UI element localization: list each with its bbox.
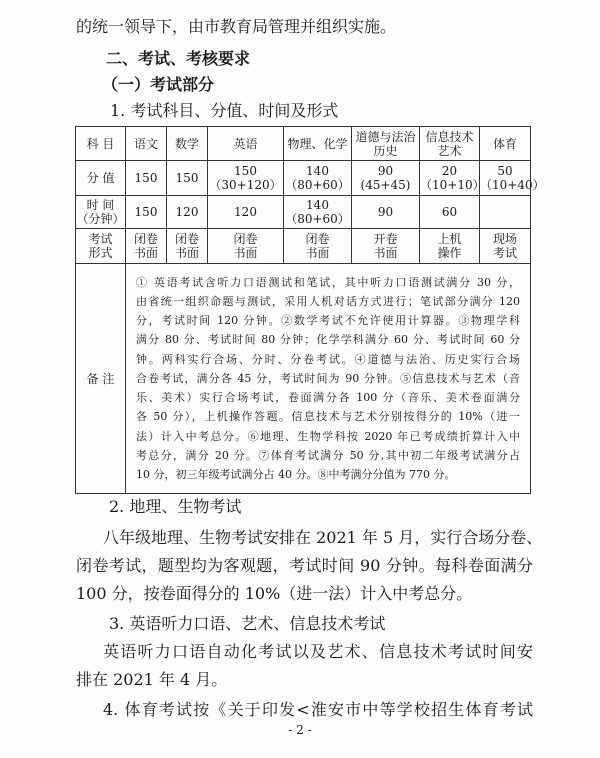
header-cell: 体育 [480, 127, 531, 161]
row-times [76, 196, 531, 229]
form-cell: 闭卷 书面 [208, 229, 284, 264]
form-cell: 闭卷 书面 [284, 229, 352, 264]
row-label: 分 值 [76, 161, 126, 196]
heading-english-art-it: 3. 英语听力口语、艺术、信息技术考试 [109, 614, 386, 633]
continued-paragraph: 的统一领导下，由市教育局管理并组织实施。 [76, 17, 397, 36]
note-line: 法）计入中考总分。⑥地理、生物学科按 2020 年已考成绩折算计入中 [136, 429, 520, 443]
notes-cell [126, 264, 531, 494]
header-line: 艺术 [437, 143, 462, 158]
form-cell: 现场 考试 [480, 229, 531, 264]
score-cell: 50 （10+40） [480, 161, 531, 196]
form-cell: 开卷 书面 [352, 229, 420, 264]
time-cell: 60 [420, 196, 480, 229]
row-label: 备 注 [76, 264, 126, 494]
paragraph-line: 排在 2021 年 4 月。 [76, 670, 228, 689]
note-line: 考总分，满分 20 分。⑦体育考试满分 50 分,其中初二年级考试满分占 [136, 448, 520, 462]
header-cell: 科 目 [76, 127, 126, 161]
score-cell: 140 （80+60） [284, 161, 352, 196]
paragraph-line: 英语听力口语自动化考试以及艺术、信息技术考试时间安 [103, 642, 533, 661]
score-cell: 150 [167, 161, 208, 196]
row-notes [76, 264, 531, 494]
heading-geo-bio: 2. 地理、生物考试 [109, 497, 242, 516]
paragraph-line: 4. 体育考试按《关于印发<淮安市中等学校招生体育考试 [103, 700, 533, 719]
note-line: 乐、美术）实行合场考试，卷面满分各 100 分（音乐、美术卷面满分 [136, 391, 520, 405]
page-number: - 2 - [288, 723, 312, 737]
form-cell: 闭卷 书面 [126, 229, 167, 264]
header-cell: 语文 [126, 127, 167, 161]
score-cell: 20 （10+10） [420, 161, 480, 196]
note-line: 合卷考试，满分各 45 分，考试时间为 90 分钟。⑤信息技术与艺术（音 [136, 371, 520, 385]
note-line: 由省统一组织命题与测试，采用人机对话方式进行；笔试部分满分 120 [136, 295, 520, 309]
header-cell [420, 127, 480, 161]
row-label: 时 间 （分钟） [76, 196, 126, 229]
header-line: 历史 [373, 143, 398, 158]
row-label: 考试 形式 [76, 229, 126, 264]
header-line: 信息技术 [425, 129, 474, 144]
note-line: 满分 80 分、考试时间 80 分钟；化学学科满分 60 分、考试时间 60 分 [136, 333, 520, 347]
heading-section-2: 二、考试、考核要求 [106, 49, 251, 68]
score-cell: 150 （30+120） [208, 161, 284, 196]
paragraph-line: 八年级地理、生物考试安排在 2021 年 5 月，实行合场分卷、 [103, 528, 543, 547]
time-cell: 120 [167, 196, 208, 229]
note-line: 各 50 分），上机操作答题。信息技术与艺术分别按得分的 10%（进一 [136, 410, 520, 424]
score-cell: 150 [126, 161, 167, 196]
header-cell: 数学 [167, 127, 208, 161]
note-line: 10 分，初三年级考试满分占 40 分。⑧中考满分分值为 770 分。 [136, 467, 456, 481]
header-line: 道德与法治 [355, 129, 416, 144]
row-forms [76, 229, 531, 264]
time-cell: 150 [126, 196, 167, 229]
paragraph-line: 100 分，按卷面得分的 10%（进一法）计入中考总分。 [76, 584, 473, 603]
note-line: 钟。两科实行合场、分时、分卷考试。④道德与法治、历史实行合场 [136, 352, 520, 366]
heading-subjects: 1. 考试科目、分值、时间及形式 [110, 101, 339, 120]
row-scores [76, 161, 531, 196]
note-line: ① 英语考试含听力口语测试和笔试，其中听力口语测试满分 30 分， [136, 275, 520, 289]
time-cell [480, 196, 531, 229]
exam-table [75, 126, 545, 494]
header-cell: 物理、化学 [284, 127, 352, 161]
score-cell: 90 (45+45) [352, 161, 420, 196]
paragraph-line: 闭卷考试，题型均为客观题，考试时间 90 分钟。每科卷面满分 [76, 556, 533, 575]
header-cell [352, 127, 420, 161]
form-cell: 闭卷 书面 [167, 229, 208, 264]
time-cell: 140 （80+60） [284, 196, 352, 229]
note-line: 分，考试时间 120 分钟。②数学考试不允许使用计算器。③物理学科 [136, 314, 520, 328]
header-cell: 英语 [208, 127, 284, 161]
time-cell: 120 [208, 196, 284, 229]
form-cell: 上机 操作 [420, 229, 480, 264]
heading-exam-part: （一）考试部分 [102, 75, 215, 94]
time-cell: 90 [352, 196, 420, 229]
row-subjects [76, 127, 531, 161]
